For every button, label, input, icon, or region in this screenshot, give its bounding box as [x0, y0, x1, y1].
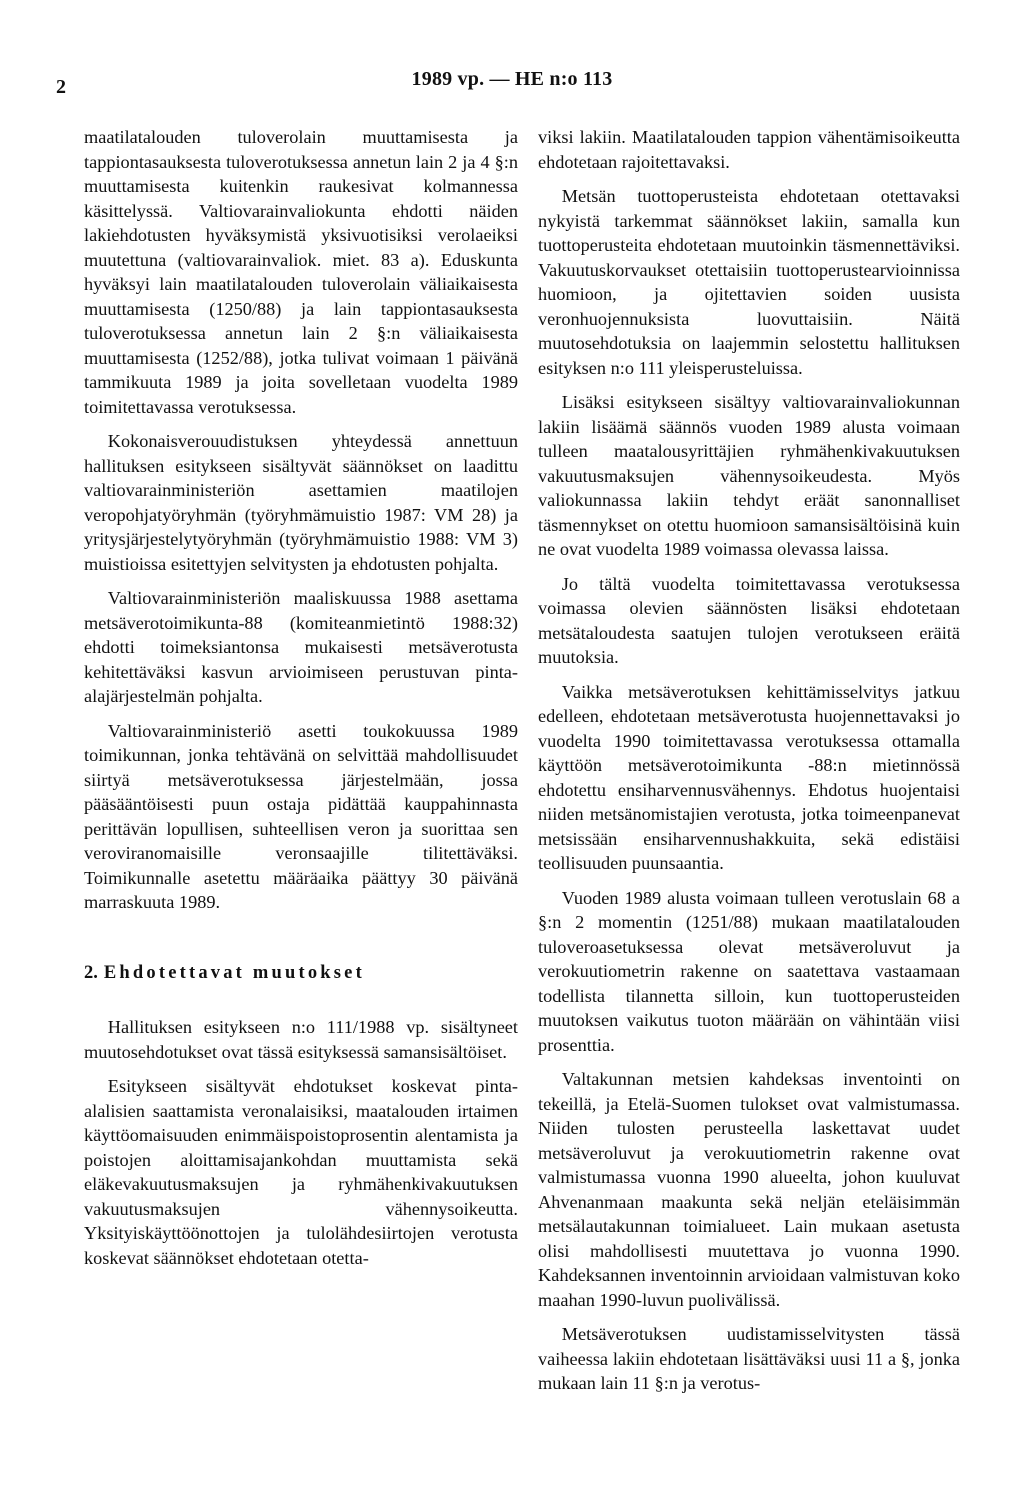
- paragraph: Valtiovarainministeriö asetti toukokuussa 1989 toimikunnan, jonka tehtävänä on selvittää mahdollisuudet siirtyä metsäverotuksessa järjestelmään, jossa pääsääntöisesti puun ostaja pidättää kauppahinnasta perittävän lopullisen, suhteellisen veron ja suorittaa sen veroviranomaisille veronsaajille tilitettäväksi. Toimikunnalle asetettu määräaika päättyy 30 päivänä marraskuuta 1989.: [84, 720, 518, 912]
- paragraph: Kokonaisverouudistuksen yhteydessä annettuun hallituksen esitykseen sisältyvät säännökset on laadittu valtiovarainministeriön asettamien maatilojen veropohjatyöryhmän (työryhmämuistio 1987: VM 28) ja yritysjärjestelytyöryhmän (työryhmämuistio 1988: VM 3) muistioissa esitettyjen selvitysten ja ehdotusten pohjalta.: [84, 431, 518, 574]
- paragraph: Hallituksen esitykseen n:o 111/1988 vp. sisältyneet muutosehdotukset ovat tässä esityksessä samansisältöiset.: [84, 1017, 518, 1062]
- paragraph: Jo tältä vuodelta toimitettavassa verotuksessa voimassa olevien säännösten lisäksi ehdotetaan metsätaloudesta saatujen tulojen verotukseen eräitä muutoksia.: [538, 573, 960, 667]
- running-head: 1989 vp. — HE n:o 113: [411, 68, 613, 90]
- paragraph: viksi lakiin. Maatilatalouden tappion vähentämisoikeutta ehdotetaan rajoitettavaksi.: [538, 127, 960, 172]
- paragraph: Valtiovarainministeriön maaliskuussa 1988 asettama metsäverotoimikunta-88 (komiteanmietintö 1988:32) ehdotti toimeksiantonsa mukaisesti metsäverotusta kehitettäväksi kasvun arvioimiseen perustuvan pinta-alajärjestelmän pohjalta.: [84, 588, 518, 706]
- page-number: 2: [56, 76, 66, 98]
- left-column: [84, 125, 518, 1280]
- paragraph: Lisäksi esitykseen sisältyy valtiovarainvaliokunnan lakiin lisäämä säännös vuoden 1989 alusta voimaan tulleen maatalousyrittäjien ryhmähenkivakuutuksen vakuutusmaksujen vähennysoikeudesta. Myös valiokunnassa lakiin tehdyt eräät sanonnalliset täsmennykset on otettu huomioon samansisältöisinä kuin ne ovat vuodelta 1989 voimassa olevassa laissa.: [538, 392, 960, 559]
- paragraph: maatilatalouden tuloverolain muuttamisesta ja tappiontasauksesta tuloverotuksessa annetun lain 2 ja 4 §:n muuttamisesta kuitenkin raukesivat kolmannessa käsittelyssä. Valtiovarainvaliokunta ehdotti näiden lakiehdotusten hyväksymistä yksivuotisiksi verolaeiksi muutettuna (valtiovarainvaliok. miet. 83 a). Eduskunta hyväksyi lain maatilatalouden tuloverolain väliaikaisesta muuttamisesta (1250/88) ja lain tappiontasauksesta tuloverotuksessa annetun lain 2 §:n väliaikaisesta muuttamisesta (1252/88), jotka tulivat voimaan 1 päivänä tammikuuta 1989 ja joita sovelletaan vuodelta 1989 toimitettavassa verotuksessa.: [84, 127, 518, 417]
- section-number: 2.: [84, 962, 98, 983]
- paragraph: Valtakunnan metsien kahdeksas inventointi on tekeillä, ja Etelä-Suomen tulokset ovat valmistumassa. Niiden tulosten perusteella laskettavat uudet metsäveroluvut ja verokuutiometrin rakenne ovat valmistumassa vuonna 1990 alueelta, johon kuuluvat Ahvenanmaan maakunta sekä neljän eteläisimmän metsälautakunnan toimialueet. Lain mukaan asetusta olisi mahdollisesti muutettava jo vuonna 1990. Kahdeksannen inventoinnin arvioidaan valmistuvan koko maahan 1990-luvun puolivälissä.: [538, 1069, 960, 1310]
- right-column: [538, 125, 960, 1406]
- paragraph: Vaikka metsäverotuksen kehittämisselvitys jatkuu edelleen, ehdotetaan metsäverotusta huojennettavaksi jo vuodelta 1990 toimitettavassa verotuksessa ottamalla käyttöön metsäverotoimikunta -88:n mietinnössä ehdotettu ensiharvennusvähennys. Ehdotus huojentaisi niiden metsänomistajien verotusta, jotka toimeenpanevat metsissään ensiharvennushakkuita, sekä edistäisi teollisuuden puunsaantia.: [538, 681, 960, 873]
- section-heading: [84, 961, 518, 986]
- paragraph: Metsäverotuksen uudistamisselvitysten tässä vaiheessa lakiin ehdotetaan lisättäväksi uusi 11 a §, jonka mukaan lain 11 §:n ja verotus-: [538, 1324, 960, 1393]
- section-title: Ehdotettavat muutokset: [103, 962, 365, 983]
- paragraph: Vuoden 1989 alusta voimaan tulleen verotuslain 68 a §:n 2 momentin (1251/88) mukaan maatilatalouden tuloveroasetuksessa olevat metsäveroluvut ja verokuutiometrin rakenne on saatettava vastaamaan todellista tilannetta silloin, kun tuottoperusteiden muutoksen vaikutus tuoton määrään on vähintään viisi prosenttia.: [538, 887, 960, 1055]
- paragraph: Metsän tuottoperusteista ehdotetaan otettavaksi nykyistä tarkemmat säännökset lakiin, samalla kun tuottoperusteita ehdotetaan muutoinkin täsmennettäviksi. Vakuutuskorvaukset otettaisiin tuottoperustearvioinnissa huomioon, ja ojitettavien soiden uusista veronhuojennuksista luovuttaisiin. Näitä muutosehdotuksia on laajemmin selostettu hallituksen esityksen n:o 111 yleisperusteluissa.: [538, 186, 960, 378]
- paragraph: Esitykseen sisältyvät ehdotukset koskevat pinta-alalisien saattamista veronalaisiksi, maatalouden irtaimen käyttöomaisuuden enimmäispoistoprosentin alentamista ja poistojen aloittamisajankohdan muuttamista sekä eläkevakuutusmaksujen ja ryhmähenkivakuutuksen vakuutusmaksujen vähennysoikeutta. Yksityiskäyttöönottojen ja tulolähdesiirtojen verotusta koskevat säännökset ehdotetaan otetta-: [84, 1076, 518, 1268]
